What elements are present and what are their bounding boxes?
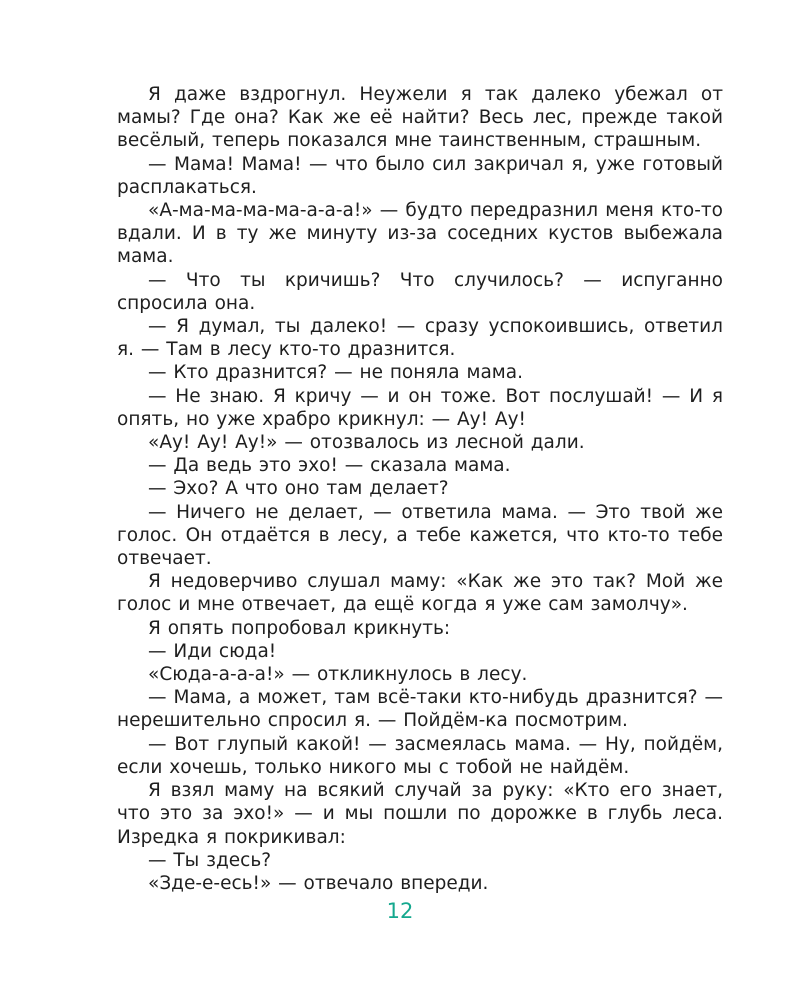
paragraph: Я недоверчиво слушал маму: «Как же это так? Мой же голос и мне отвечает, да ещё когда я уже сам замолчу». (117, 571, 723, 616)
paragraph: «А-ма-ма-ма-ма-а-а-а!» — будто передразнил меня кто-то вдали. И в ту же минуту из-за соседних кустов выбежала мама. (117, 200, 723, 268)
paragraph: — Вот глупый какой! — засмеялась мама. — Ну, пойдём, если хочешь, только никого мы с тобой не найдём. (117, 733, 723, 778)
paragraph: Я даже вздрогнул. Неужели я так далеко убежал от мамы? Где она? Как же её найти? Весь лес, прежде такой весёлый, теперь показался мне таинственным, страшным. (117, 84, 723, 152)
paragraph: — Не знаю. Я кричу — и он тоже. Вот послушай! — И я опять, но уже храбро крикнул: — Ау! Ау! (117, 385, 723, 430)
paragraph: «Сюда-а-а-а!» — откликнулось в лесу. (148, 664, 528, 686)
page-number: 12 (386, 899, 414, 923)
paragraph: «Зде-е-есь!» — отвечало впереди. (148, 872, 489, 894)
paragraph: — Эхо? А что оно там делает? (148, 478, 449, 500)
paragraph: Я взял маму на всякий случай за руку: «Кто его знает, что это за эхо!» — и мы пошли по дорожке в глубь леса. Изредка я покрикивал: (117, 780, 723, 848)
story-text (117, 83, 723, 895)
paragraph: «Ау! Ау! Ау!» — отозвалось из лесной дали. (148, 432, 585, 454)
paragraph: — Ты здесь? (148, 849, 272, 871)
paragraph: — Да ведь это эхо! — сказала мама. (148, 455, 511, 477)
paragraph: — Ничего не делает, — ответила мама. — Это твой же голос. Он отдаётся в лесу, а тебе кажется, что кто-то тебе отвечает. (117, 501, 723, 570)
paragraph: — Кто дразнится? — не поняла мама. (148, 362, 523, 384)
paragraph: — Мама! Мама! — что было сил закричал я, уже готовый расплакаться. (117, 153, 723, 198)
paragraph: — Мама, а может, там всё-таки кто-нибудь дразнится? — нерешительно спросил я. — Пойдём-ка посмотрим. (117, 687, 723, 732)
paragraph: Я опять попробовал крикнуть: (148, 617, 451, 639)
paragraph: — Иди сюда! (148, 640, 277, 662)
paragraph: — Я думал, ты далеко! — сразу успокоившись, ответил я. — Там в лесу кто-то дразнится. (117, 316, 723, 361)
paragraph: — Что ты кричишь? Что случилось? — испуганно спросила она. (117, 269, 723, 314)
